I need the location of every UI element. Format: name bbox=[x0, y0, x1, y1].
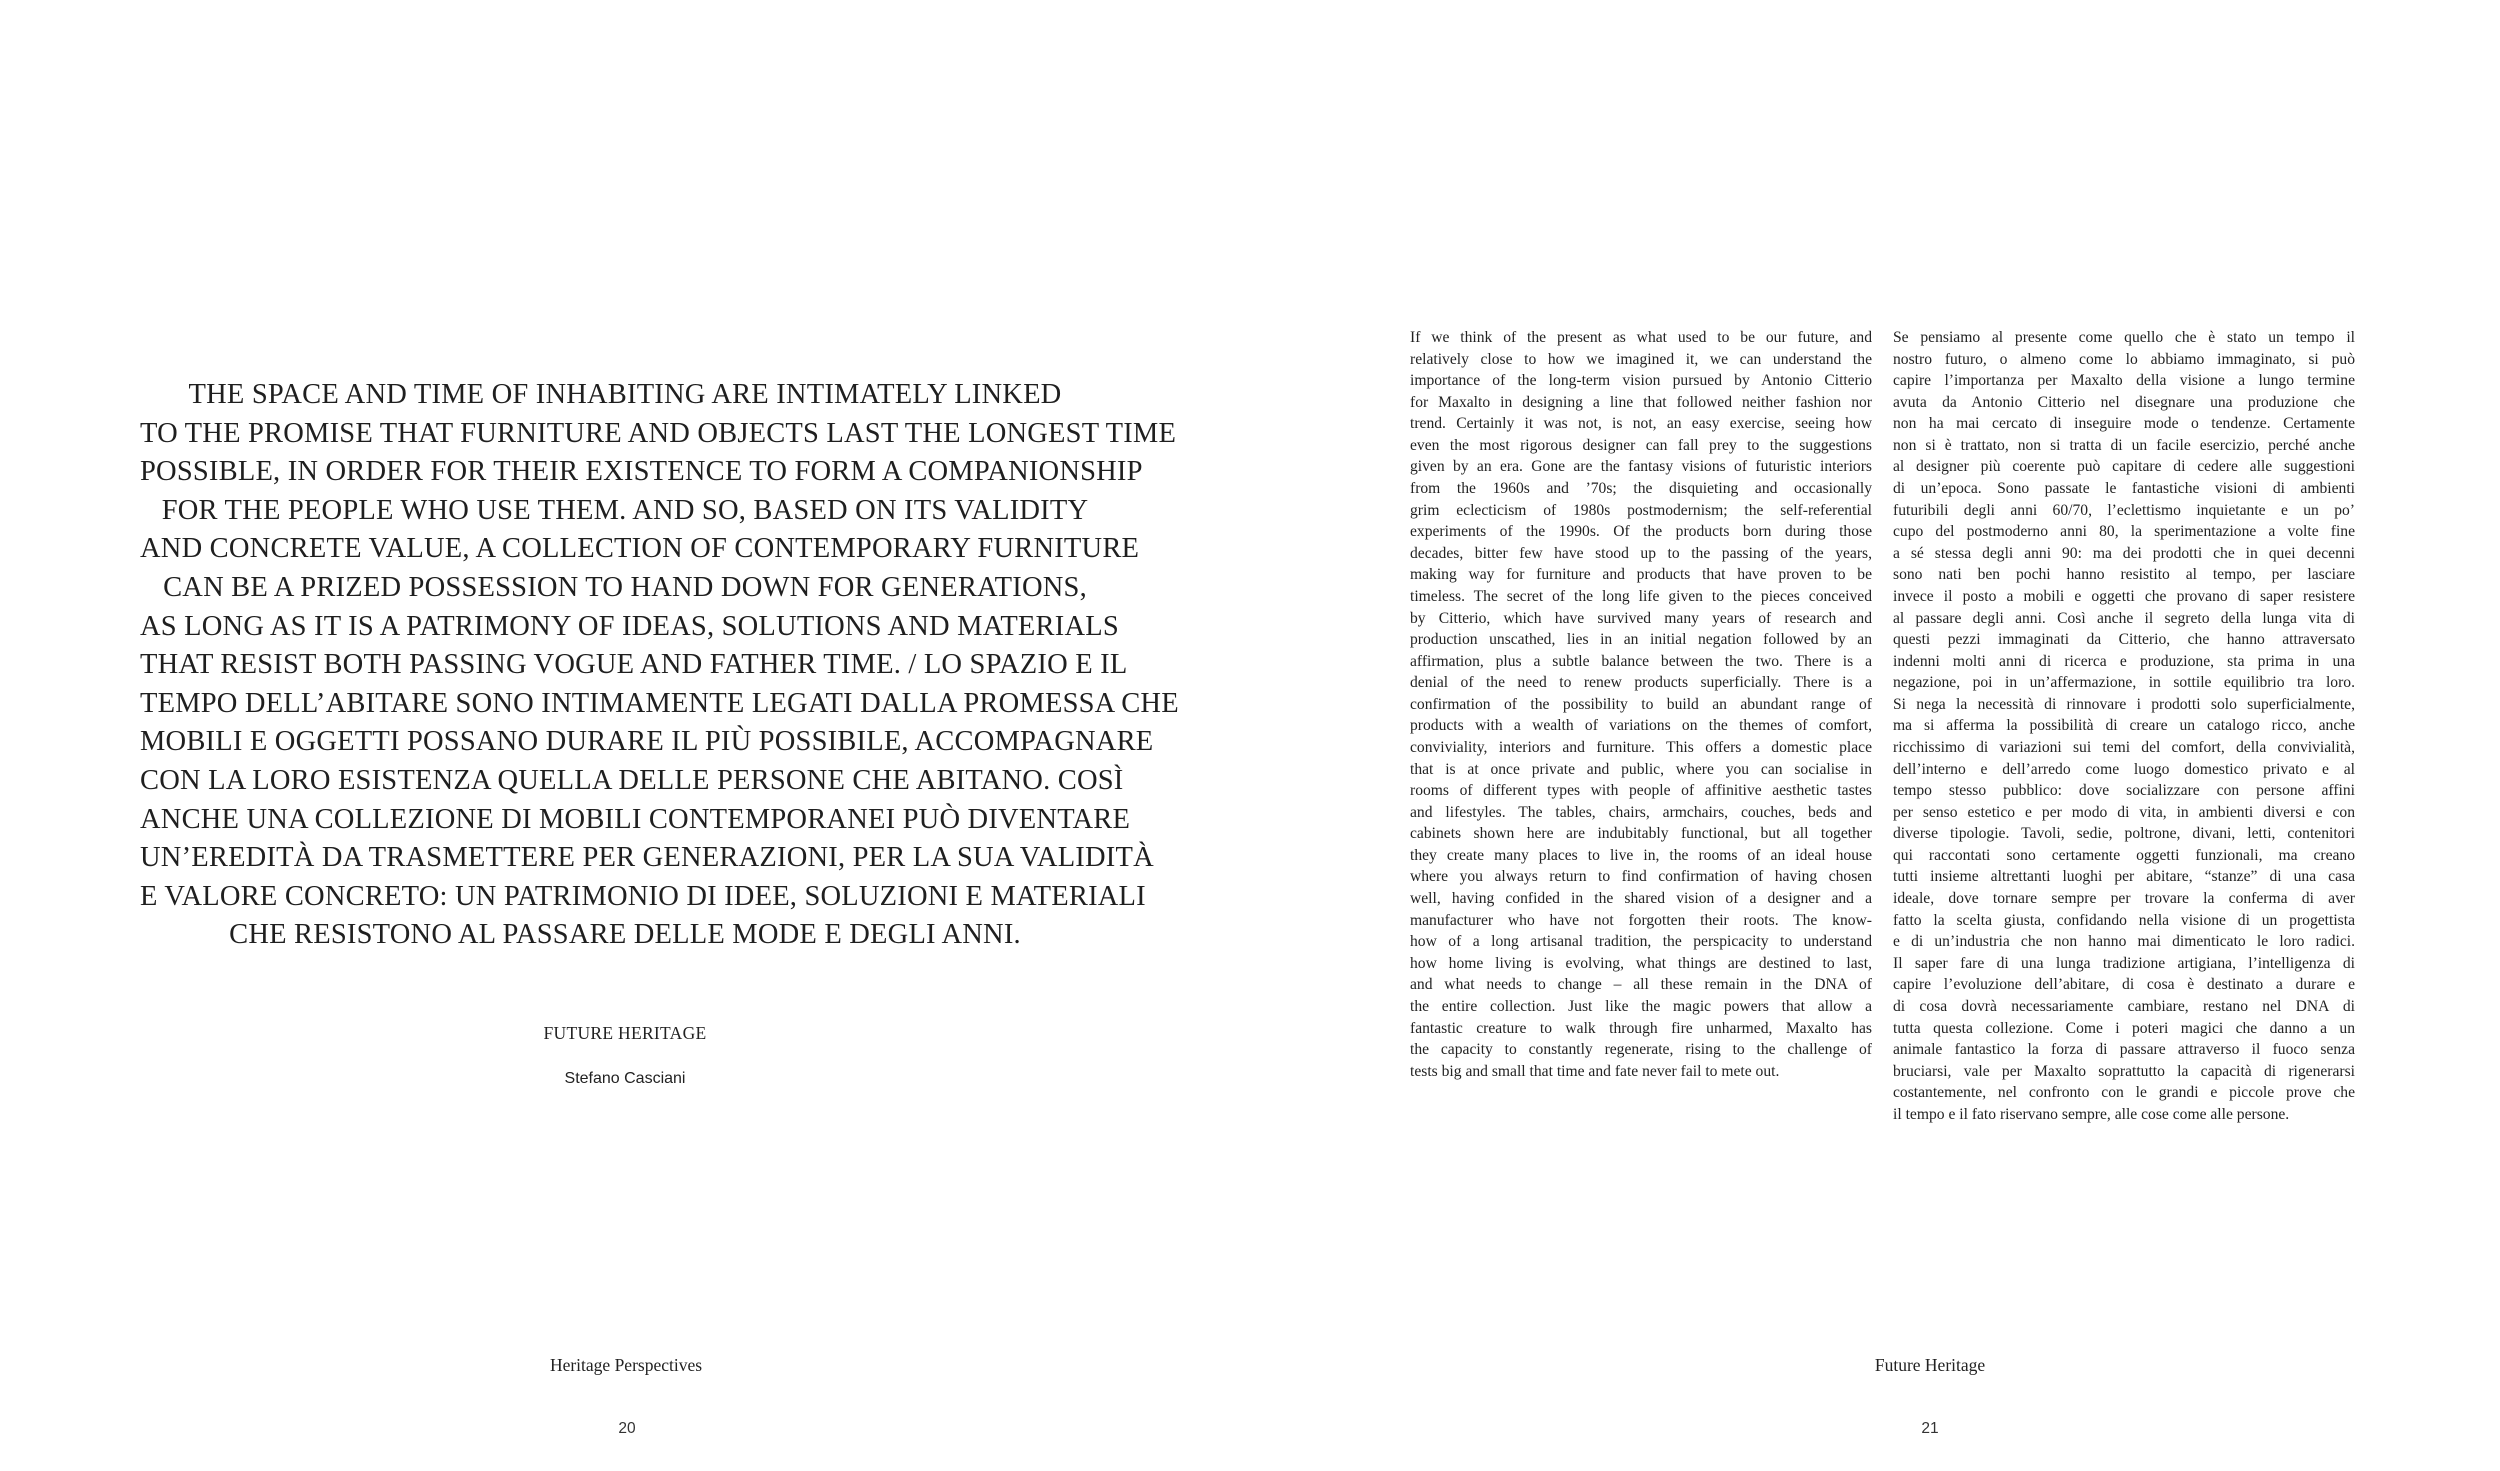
italian-text-line: di cosa dovrà necessariamente cambiare, restano nel DNA di bbox=[1893, 997, 2355, 1015]
english-text-line: conviviality, interiors and furniture. This offers a domestic place bbox=[1410, 738, 1872, 756]
italian-text-line: per senso estetico e per modo di vita, in ambienti diversi e con bbox=[1893, 803, 2355, 821]
english-text-line: the capacity to constantly regenerate, rising to the challenge of bbox=[1410, 1041, 1872, 1059]
english-text-line: the entire collection. Just like the magic powers that allow a bbox=[1410, 997, 1872, 1015]
italian-text-line: di un’epoca. Sono passate le fantastiche visioni di ambienti bbox=[1893, 480, 2355, 498]
italian-text-line: al designer più coerente può capitare di cedere alle suggestioni bbox=[1893, 458, 2355, 476]
italian-text-line: animale fantastico la forza di passare attraverso il fuoco senza bbox=[1893, 1041, 2355, 1059]
english-text-column bbox=[1410, 327, 1872, 1082]
italian-text-line: Si nega la necessità di rinnovare i prodotti solo superficialmente, bbox=[1893, 695, 2355, 713]
italian-text-line: bruciarsi, vale per Maxalto soprattutto la capacità di rigenerarsi bbox=[1893, 1062, 2355, 1080]
italian-text-line: ricchissimo di variazioni sui temi del comfort, della convivialità, bbox=[1893, 738, 2355, 756]
italian-text-line: indenni molti anni di ricerca e produzione, sta prima in una bbox=[1893, 652, 2355, 670]
english-text-line: from the 1960s and ’70s; the disquieting and occasionally bbox=[1410, 480, 1872, 498]
italian-text-line: invece il posto a mobili e oggetti che provano di saper resistere bbox=[1893, 587, 2355, 605]
italian-text-line: diverse tipologie. Tavoli, sedie, poltrone, divani, letti, contenitori bbox=[1893, 825, 2355, 843]
english-text-line: denial of the need to renew products superficially. There is a bbox=[1410, 674, 1872, 692]
section-title: FUTURE HERITAGE bbox=[543, 1023, 707, 1043]
english-text-line: given by an era. Gone are the fantasy visions of futuristic interiors bbox=[1410, 458, 1872, 476]
intro-line: AS LONG AS IT IS A PATRIMONY OF IDEAS, SOLUTIONS AND MATERIALS bbox=[140, 610, 1119, 642]
english-text-line: affirmation, plus a subtle balance between the two. There is a bbox=[1410, 652, 1872, 670]
english-text-line: production unscathed, lies in an initial negation followed by an bbox=[1410, 631, 1872, 649]
intro-line: CHE RESISTONO AL PASSARE DELLE MODE E DEGLI ANNI. bbox=[229, 919, 1021, 951]
italian-text-line: capire l’evoluzione dell’abitare, di cosa è destinato a durare e bbox=[1893, 976, 2355, 994]
intro-line: THAT RESIST BOTH PASSING VOGUE AND FATHER TIME. / LO SPAZIO E IL bbox=[140, 649, 1128, 681]
italian-text-line: e di un’industria che non hanno mai dimenticato le loro radici. bbox=[1893, 933, 2355, 951]
english-text-line: relatively close to how we imagined it, we can understand the bbox=[1410, 350, 1872, 368]
english-text-line: tests big and small that time and fate never fail to mete out. bbox=[1410, 1062, 1780, 1080]
italian-text-line: tutta questa collezione. Come i poteri magici che danno a un bbox=[1893, 1019, 2355, 1037]
italian-text-line: futuribili degli anni 60/70, l’eclettismo inquietante e un po’ bbox=[1893, 501, 2355, 519]
english-text-line: making way for furniture and products that have proven to be bbox=[1410, 566, 1872, 584]
english-text-line: that is at once private and public, where you can socialise in bbox=[1410, 760, 1872, 778]
english-text-line: well, having confided in the shared vision of a designer and a bbox=[1410, 890, 1872, 908]
english-text-line: grim eclecticism of 1980s postmodernism; the self-referential bbox=[1410, 501, 1872, 519]
english-text-line: and what needs to change – all these remain in the DNA of bbox=[1410, 976, 1872, 994]
intro-statement bbox=[140, 376, 1179, 955]
intro-line: THE SPACE AND TIME OF INHABITING ARE INTIMATELY LINKED bbox=[188, 379, 1062, 410]
italian-text-line: il tempo e il fato riservano sempre, alle cose come alle persone. bbox=[1893, 1105, 2290, 1123]
italian-text-column bbox=[1893, 327, 2355, 1125]
italian-text-line: negazione, poi in un’affermazione, in sottile equilibrio tra loro. bbox=[1893, 674, 2355, 692]
running-head-left: Heritage Perspectives bbox=[549, 1355, 703, 1375]
english-text-line: where you always return to find confirmation of having chosen bbox=[1410, 868, 1872, 886]
italian-text-line: non ha mai cercato di inseguire mode o tendenze. Certamente bbox=[1893, 415, 2355, 433]
italian-text-line: al passare degli anni. Così anche il segreto della lunga vita di bbox=[1893, 609, 2355, 627]
english-text-line: even the most rigorous designer can fall prey to the suggestions bbox=[1410, 436, 1872, 454]
english-text-line: and lifestyles. The tables, chairs, armchairs, couches, beds and bbox=[1410, 803, 1872, 821]
right-page bbox=[1250, 0, 2500, 1471]
italian-text-line: cupo del postmoderno anni 80, la sperimentazione a volte fine bbox=[1893, 523, 2355, 541]
intro-line: POSSIBLE, IN ORDER FOR THEIR EXISTENCE TO FORM A COMPANIONSHIP bbox=[140, 456, 1143, 488]
english-text-line: how home living is evolving, what things are destined to last, bbox=[1410, 954, 1872, 972]
english-text-line: importance of the long-term vision pursued by Antonio Citterio bbox=[1410, 372, 1872, 390]
italian-text-line: tempo stesso pubblico: dove socializzare con persone affini bbox=[1893, 782, 2355, 800]
italian-text-line: qui raccontati sono certamente oggetti funzionali, ma creano bbox=[1893, 846, 2355, 864]
english-text-line: by Citterio, which have survived many years of research and bbox=[1410, 609, 1872, 627]
author-name: Stefano Casciani bbox=[564, 1070, 686, 1087]
running-head-right: Future Heritage bbox=[1874, 1355, 1986, 1375]
italian-text-line: a sé stessa degli anni 90: ma dei prodotti che in quei decenni bbox=[1893, 544, 2355, 562]
english-text-line: products with a wealth of variations on the themes of comfort, bbox=[1410, 717, 1872, 735]
italian-text-line: tutti insieme altrettanti luoghi per abitare, “stanze” di una casa bbox=[1893, 868, 2355, 886]
italian-text-line: nostro futuro, o almeno come lo abbiamo immaginato, si può bbox=[1893, 350, 2355, 368]
italian-text-line: fatto la scelta giusta, confidando nella visione di un progettista bbox=[1893, 911, 2355, 929]
italian-text-line: avuta da Antonio Citterio nel disegnare una produzione che bbox=[1893, 393, 2355, 411]
english-text-line: how of a long artisanal tradition, the perspicacity to understand bbox=[1410, 933, 1872, 951]
english-text-line: If we think of the present as what used to be our future, and bbox=[1410, 329, 1872, 346]
intro-line: FOR THE PEOPLE WHO USE THEM. AND SO, BASED ON ITS VALIDITY bbox=[161, 494, 1089, 526]
italian-text-line: ideale, dove tornare sempre per trovare la conferma di aver bbox=[1893, 890, 2355, 908]
english-text-line: for Maxalto in designing a line that followed neither fashion nor bbox=[1410, 393, 1872, 411]
intro-line: AND CONCRETE VALUE, A COLLECTION OF CONTEMPORARY FURNITURE bbox=[140, 533, 1140, 565]
italian-text-line: questi pezzi immaginati da Citterio, che hanno attraversato bbox=[1893, 631, 2355, 649]
english-text-line: they create many places to live in, the rooms of an ideal house bbox=[1410, 846, 1872, 864]
english-text-line: experiments of the 1990s. Of the products born during those bbox=[1410, 523, 1872, 541]
english-text-line: timeless. The secret of the long life given to the pieces conceived bbox=[1410, 587, 1872, 605]
english-text-line: rooms of different types with people of affinitive aesthetic tastes bbox=[1410, 782, 1872, 800]
italian-text-line: costantemente, nel confronto con le grandi e piccole prove che bbox=[1893, 1084, 2355, 1102]
italian-text-line: dell’interno e dell’arredo come luogo domestico privato e al bbox=[1893, 760, 2355, 778]
english-text-line: trend. Certainly it was not, is not, an easy exercise, seeing how bbox=[1410, 415, 1872, 433]
intro-line: E VALORE CONCRETO: UN PATRIMONIO DI IDEE, SOLUZIONI E MATERIALI bbox=[140, 880, 1146, 912]
italian-text-line: ma si afferma la possibilità di creare un catalogo ricco, anche bbox=[1893, 717, 2355, 735]
page-number-left: 20 bbox=[618, 1420, 636, 1437]
english-text-line: manufacturer who have not forgotten their roots. The know- bbox=[1410, 911, 1872, 929]
italian-text-line: Il saper fare di una lunga tradizione artigiana, l’intelligenza di bbox=[1893, 954, 2355, 972]
intro-line: MOBILI E OGGETTI POSSANO DURARE IL PIÙ POSSIBILE, ACCOMPAGNARE bbox=[140, 726, 1154, 758]
intro-line: TEMPO DELL’ABITARE SONO INTIMAMENTE LEGATI DALLA PROMESSA CHE bbox=[140, 687, 1179, 719]
english-text-line: decades, bitter few have stood up to the passing of the years, bbox=[1410, 544, 1872, 562]
english-text-line: cabinets shown here are indubitably functional, but all together bbox=[1410, 825, 1872, 843]
italian-text-line: non si è trattato, non si tratta di un facile esercizio, perché anche bbox=[1893, 436, 2355, 454]
italian-text-line: Se pensiamo al presente come quello che è stato un tempo il bbox=[1893, 329, 2355, 346]
intro-line: CON LA LORO ESISTENZA QUELLA DELLE PERSONE CHE ABITANO. COSÌ bbox=[140, 764, 1124, 796]
page-number-right: 21 bbox=[1921, 1420, 1939, 1437]
intro-line: CAN BE A PRIZED POSSESSION TO HAND DOWN FOR GENERATIONS, bbox=[163, 571, 1087, 603]
italian-text-line: capire l’importanza per Maxalto della visione a lungo termine bbox=[1893, 372, 2355, 390]
intro-line: TO THE PROMISE THAT FURNITURE AND OBJECTS LAST THE LONGEST TIME bbox=[140, 417, 1177, 449]
english-text-line: fantastic creature to walk through fire unharmed, Maxalto has bbox=[1410, 1019, 1872, 1037]
english-text-line: confirmation of the possibility to build an abundant range of bbox=[1410, 695, 1872, 713]
italian-text-line: sono nati ben pochi hanno resistito al tempo, per lasciare bbox=[1893, 566, 2355, 584]
intro-line: UN’EREDITÀ DA TRASMETTERE PER GENERAZIONI, PER LA SUA VALIDITÀ bbox=[140, 842, 1154, 874]
intro-line: ANCHE UNA COLLEZIONE DI MOBILI CONTEMPORANEI PUÒ DIVENTARE bbox=[140, 803, 1131, 835]
